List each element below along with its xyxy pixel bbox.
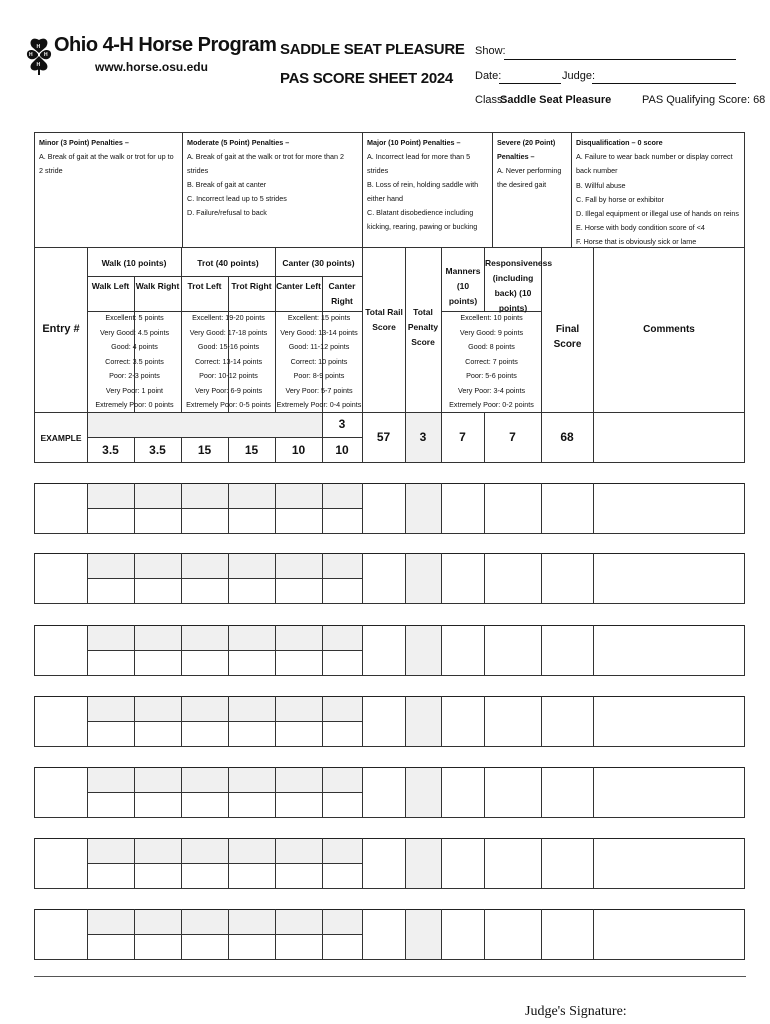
class-label: Class: bbox=[475, 94, 506, 106]
row-divider bbox=[441, 553, 442, 603]
row-divider bbox=[744, 909, 745, 959]
row-divider bbox=[405, 909, 406, 959]
row-divider bbox=[541, 838, 542, 888]
walk-scale: Excellent: 5 points Very Good: 4.5 points Good: 4 points Correct: 3.5 points Poor: 2-3 points Very Poor: 1 point Extremely Poor: 0 points bbox=[95, 313, 174, 409]
total-rail-header: Total Rail Score bbox=[365, 307, 403, 332]
entry-header: Entry # bbox=[42, 323, 80, 335]
row-divider bbox=[134, 553, 135, 603]
walk-left-header: Walk Left bbox=[91, 281, 130, 291]
row-divider bbox=[275, 696, 276, 746]
row-divider bbox=[228, 909, 229, 959]
row-bottom-border bbox=[34, 746, 745, 747]
penalty-shade bbox=[88, 768, 362, 792]
example-trot-left: 15 bbox=[197, 443, 212, 457]
row-divider bbox=[228, 767, 229, 817]
trot-scale: Excellent: 19-20 points Very Good: 17-18 points Good: 15-16 points Correct: 13-14 points Poor: 10-12 points Very Poor: 6-9 points Extremely Poor: 0-5 points bbox=[186, 313, 271, 409]
row-divider bbox=[405, 553, 406, 603]
row-mid-border bbox=[87, 934, 362, 935]
row-divider bbox=[228, 625, 229, 675]
row-divider bbox=[134, 696, 135, 746]
sheet-title-line2: PAS SCORE SHEET 2024 bbox=[280, 70, 453, 87]
row-divider bbox=[87, 767, 88, 817]
row-divider bbox=[484, 483, 485, 533]
row-divider bbox=[593, 838, 594, 888]
example-walk-right: 3.5 bbox=[149, 443, 166, 457]
row-divider bbox=[541, 625, 542, 675]
row-divider bbox=[484, 696, 485, 746]
row-divider bbox=[593, 553, 594, 603]
row-divider bbox=[405, 838, 406, 888]
row-mid-border bbox=[87, 578, 362, 579]
row-divider bbox=[362, 483, 363, 533]
row-divider bbox=[484, 909, 485, 959]
row-divider bbox=[405, 696, 406, 746]
row-divider bbox=[34, 838, 35, 888]
penalty-shade bbox=[406, 910, 441, 959]
row-divider bbox=[181, 625, 182, 675]
example-label: EXAMPLE bbox=[40, 433, 82, 443]
show-label: Show: bbox=[475, 45, 506, 57]
row-divider bbox=[362, 553, 363, 603]
row-divider bbox=[541, 767, 542, 817]
row-divider bbox=[441, 909, 442, 959]
penalty-shade bbox=[88, 697, 362, 721]
canter-right-header: Canter Right bbox=[328, 281, 356, 306]
row-divider bbox=[744, 767, 745, 817]
signature-line[interactable] bbox=[34, 976, 746, 977]
row-divider bbox=[322, 696, 323, 746]
row-divider bbox=[322, 838, 323, 888]
row-top-border bbox=[34, 696, 745, 697]
date-field[interactable] bbox=[499, 83, 561, 84]
row-divider bbox=[541, 909, 542, 959]
total-penalty-header: Total Penalty Score bbox=[407, 307, 439, 347]
row-divider bbox=[593, 767, 594, 817]
penalty-shade bbox=[406, 626, 441, 675]
row-divider bbox=[362, 909, 363, 959]
row-divider bbox=[541, 696, 542, 746]
row-mid-border bbox=[87, 721, 362, 722]
row-divider bbox=[322, 767, 323, 817]
row-divider bbox=[228, 696, 229, 746]
penalty-minor: Minor (3 Point) Penalties – A. Break of gait at the walk or trot for up to 2 stride bbox=[39, 138, 174, 175]
row-bottom-border bbox=[34, 888, 745, 889]
svg-text:H: H bbox=[29, 52, 33, 58]
canter-left-header: Canter Left bbox=[276, 281, 321, 291]
final-score-header: Final Score bbox=[553, 324, 582, 350]
example-responsiveness: 7 bbox=[509, 430, 516, 444]
row-divider bbox=[34, 553, 35, 603]
row-divider bbox=[87, 625, 88, 675]
row-divider bbox=[362, 625, 363, 675]
row-divider bbox=[484, 767, 485, 817]
row-divider bbox=[134, 909, 135, 959]
row-bottom-border bbox=[34, 533, 745, 534]
responsiveness-header: Responsiveness (including back) (10 points) bbox=[485, 258, 553, 313]
row-divider bbox=[484, 625, 485, 675]
row-divider bbox=[228, 838, 229, 888]
row-divider bbox=[484, 553, 485, 603]
row-divider bbox=[441, 696, 442, 746]
class-value: Saddle Seat Pleasure bbox=[500, 94, 612, 106]
row-divider bbox=[322, 909, 323, 959]
penalty-moderate: Moderate (5 Point) Penalties – A. Break of gait at the walk or trot for more than 2 strides B. Break of gait at canter C. Incorrect lead up to 5 strides D. Failure/refusal to back bbox=[187, 138, 345, 217]
row-divider bbox=[87, 838, 88, 888]
canter-scale: Excellent: 15 points Very Good: 13-14 points Good: 11-12 points Correct: 10 points Poor: 8-9 points Very Poor: 5-7 points Extremely Poor: 0-4 points bbox=[276, 313, 362, 409]
row-divider bbox=[134, 625, 135, 675]
penalty-shade bbox=[406, 484, 441, 533]
row-top-border bbox=[34, 767, 745, 768]
trot-group-header: Trot (40 points) bbox=[197, 258, 259, 268]
example-walk-left: 3.5 bbox=[102, 443, 119, 457]
row-divider bbox=[362, 838, 363, 888]
penalty-shade bbox=[406, 554, 441, 603]
row-bottom-border bbox=[34, 817, 745, 818]
example-total-penalty: 3 bbox=[419, 430, 427, 444]
row-divider bbox=[744, 696, 745, 746]
row-mid-border bbox=[87, 650, 362, 651]
row-divider bbox=[593, 625, 594, 675]
row-divider bbox=[744, 838, 745, 888]
row-divider bbox=[87, 696, 88, 746]
row-divider bbox=[322, 553, 323, 603]
row-divider bbox=[593, 909, 594, 959]
penalty-shade bbox=[88, 839, 362, 863]
row-divider bbox=[34, 625, 35, 675]
comments-header: Comments bbox=[643, 324, 695, 335]
date-label: Date: bbox=[475, 70, 502, 82]
row-divider bbox=[134, 767, 135, 817]
row-divider bbox=[322, 483, 323, 533]
show-field[interactable] bbox=[504, 59, 736, 60]
org-title: Ohio 4-H Horse Program bbox=[54, 34, 277, 56]
row-divider bbox=[362, 696, 363, 746]
row-divider bbox=[87, 483, 88, 533]
penalty-shade bbox=[406, 839, 441, 888]
row-divider bbox=[34, 767, 35, 817]
row-divider bbox=[275, 483, 276, 533]
penalty-shade bbox=[88, 910, 362, 934]
row-top-border bbox=[34, 625, 745, 626]
row-divider bbox=[181, 483, 182, 533]
example-manners: 7 bbox=[459, 430, 466, 444]
row-divider bbox=[275, 767, 276, 817]
row-divider bbox=[441, 838, 442, 888]
row-divider bbox=[181, 909, 182, 959]
walk-group-header: Walk (10 points) bbox=[101, 258, 167, 268]
example-canter-right: 10 bbox=[335, 443, 349, 457]
row-divider bbox=[87, 553, 88, 603]
row-divider bbox=[181, 767, 182, 817]
row-divider bbox=[275, 553, 276, 603]
row-top-border bbox=[34, 909, 745, 910]
example-trot-right: 15 bbox=[244, 443, 259, 457]
row-divider bbox=[441, 483, 442, 533]
row-divider bbox=[181, 553, 182, 603]
row-divider bbox=[34, 909, 35, 959]
org-url: www.horse.osu.edu bbox=[95, 60, 208, 74]
row-mid-border bbox=[87, 508, 362, 509]
example-total-rail: 57 bbox=[376, 430, 391, 444]
row-divider bbox=[744, 483, 745, 533]
row-divider bbox=[362, 767, 363, 817]
row-divider bbox=[593, 483, 594, 533]
row-divider bbox=[541, 553, 542, 603]
row-bottom-border bbox=[34, 603, 745, 604]
penalty-disqualification: Disqualification – 0 score A. Failure to wear back number or display correct back number B. Willful abuse C. Fall by horse or exhibitor D. Illegal equipment or illegal use of hands on reins E. Horse with body condition score of <4 F. Horse that is obviously sick or lame bbox=[576, 138, 740, 247]
manners-scale: Excellent: 10 points Very Good: 9 points Good: 8 points Correct: 7 points Poor: 5-6 points Very Poor: 3-4 points Extremely Poor: 0-2 points bbox=[449, 313, 534, 409]
row-top-border bbox=[34, 483, 745, 484]
svg-text:H: H bbox=[36, 44, 41, 50]
row-divider bbox=[34, 483, 35, 533]
manners-header: Manners (10 points) bbox=[445, 266, 481, 306]
penalty-major: Major (10 Point) Penalties – A. Incorrect lead for more than 5 strides B. Loss of rein, holding saddle with either hand C. Blatant disobedience including kicking, rearing, pawing or bucking bbox=[367, 138, 479, 231]
row-divider bbox=[275, 625, 276, 675]
penalty-shade bbox=[406, 768, 441, 817]
row-divider bbox=[181, 696, 182, 746]
row-divider bbox=[593, 696, 594, 746]
penalty-severe: Severe (20 Point) Penalties – A. Never performing the desired gait bbox=[497, 138, 562, 189]
row-divider bbox=[744, 553, 745, 603]
penalty-shade bbox=[406, 697, 441, 746]
row-divider bbox=[275, 909, 276, 959]
row-divider bbox=[181, 838, 182, 888]
svg-text:H: H bbox=[36, 62, 41, 68]
svg-text:H: H bbox=[44, 52, 48, 58]
row-divider bbox=[275, 838, 276, 888]
row-divider bbox=[541, 483, 542, 533]
row-divider bbox=[87, 909, 88, 959]
judge-label: Judge: bbox=[562, 70, 596, 82]
judge-field[interactable] bbox=[592, 83, 736, 84]
walk-right-header: Walk Right bbox=[135, 281, 180, 291]
penalty-shade bbox=[88, 626, 362, 650]
sheet-title-line1: SADDLE SEAT PLEASURE bbox=[280, 41, 465, 58]
row-divider bbox=[484, 838, 485, 888]
row-divider bbox=[405, 767, 406, 817]
row-divider bbox=[228, 483, 229, 533]
canter-group-header: Canter (30 points) bbox=[282, 258, 355, 268]
row-mid-border bbox=[87, 792, 362, 793]
row-top-border bbox=[34, 553, 745, 554]
trot-left-header: Trot Left bbox=[187, 281, 222, 291]
row-divider bbox=[34, 696, 35, 746]
penalty-shade bbox=[88, 554, 362, 578]
row-divider bbox=[441, 625, 442, 675]
row-divider bbox=[405, 483, 406, 533]
judge-signature-label: Judge's Signature: bbox=[525, 1004, 627, 1019]
row-bottom-border bbox=[34, 959, 745, 960]
qualifying-score: PAS Qualifying Score: 68 bbox=[642, 94, 766, 106]
row-divider bbox=[134, 838, 135, 888]
row-bottom-border bbox=[34, 675, 745, 676]
row-divider bbox=[134, 483, 135, 533]
row-divider bbox=[441, 767, 442, 817]
row-divider bbox=[228, 553, 229, 603]
penalty-shade bbox=[88, 484, 362, 508]
row-top-border bbox=[34, 838, 745, 839]
row-mid-border bbox=[87, 863, 362, 864]
example-final-score: 68 bbox=[560, 430, 574, 444]
example-canter-right-penalty: 3 bbox=[338, 417, 346, 431]
row-divider bbox=[405, 625, 406, 675]
row-divider bbox=[744, 625, 745, 675]
example-canter-left: 10 bbox=[291, 443, 306, 457]
row-divider bbox=[322, 625, 323, 675]
clover-logo-icon bbox=[24, 36, 54, 76]
trot-right-header: Trot Right bbox=[231, 281, 272, 291]
